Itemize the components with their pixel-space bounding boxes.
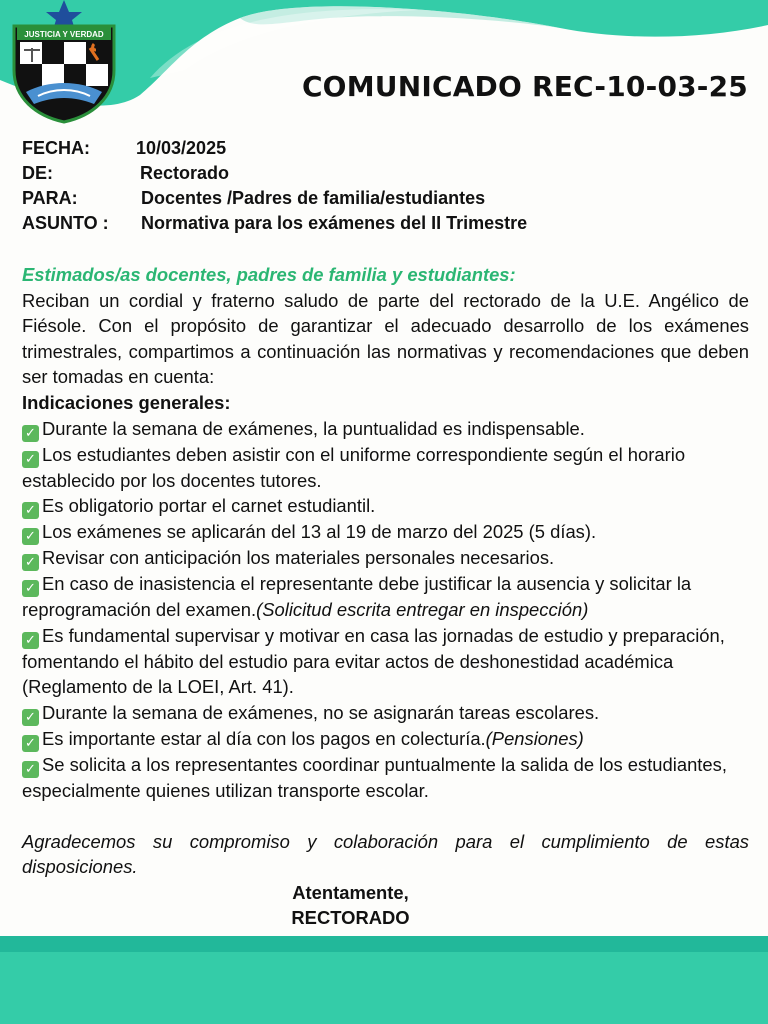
list-item: ✓ Revisar con anticipación los materiales personales necesarios. [22,545,749,571]
de-label: DE: [22,163,53,183]
list-item: ✓ Durante la semana de exámenes, la puntualidad es indispensable. [22,416,749,442]
fecha-label: FECHA: [22,138,90,158]
signature-name: RECTORADO [291,907,410,929]
closing-paragraph: Agradecemos su compromiso y colaboración para el cumplimiento de estas disposiciones. [22,830,749,878]
asunto-label: ASUNTO : [22,213,109,233]
check-icon: ✓ [22,554,39,571]
greeting: Estimados/as docentes, padres de familia y estudiantes: [22,264,516,285]
spacer [22,804,749,829]
list-item: ✓ Se solicita a los representantes coordinar puntualmente la salida de los estudiantes, especialmente quienes utilizan transporte escolar. [22,753,727,801]
school-crest-logo [8,0,120,124]
de-row [22,161,230,186]
de-value: Rectorado [140,163,230,183]
check-icon: ✓ [22,451,39,468]
list-item: ✓ Es importante estar al día con los pagos en colecturía.(Pensiones) [22,726,749,752]
asunto-row [22,211,528,236]
check-icon: ✓ [22,735,39,752]
section-title: Indicaciones generales: [22,391,231,413]
signature-greeting: Atentamente, [292,881,409,903]
memo-body [22,262,749,931]
svg-text:JUSTICIA Y VERDAD: JUSTICIA Y VERDAD [24,30,104,39]
list-item: ✓ Es obligatorio portar el carnet estudiantil. [22,493,749,519]
para-value: Docentes /Padres de familia/estudiantes [141,188,486,208]
memo-header [22,136,528,236]
para-row [22,186,486,211]
list-item: ✓ Los exámenes se aplicarán del 13 al 19 de marzo del 2025 (5 días). [22,519,749,545]
document-title: COMUNICADO REC-10-03-25 [301,70,748,103]
check-icon: ✓ [22,632,39,649]
fecha-value: 10/03/2025 [136,138,227,158]
list-item: ✓ Los estudiantes deben asistir con el uniforme correspondiente según el horario establecido por los docentes tutores. [22,443,686,491]
intro-paragraph: Reciban un cordial y fraterno saludo de parte del rectorado de la U.E. Angélico de Fiésole. Con el propósito de garantizar el adecuado desarrollo de los exámenes trimestrales, compartimos a continuación las normativas y recomendaciones que deben ser tomadas en cuenta: [22,289,749,388]
check-icon: ✓ [22,425,39,442]
item-note: (Pensiones) [485,727,584,749]
footer-band-top [0,936,768,952]
check-icon: ✓ [22,528,39,545]
list-item: ✓ Es fundamental supervisar y motivar en casa las jornadas de estudio y preparación, fomentando el hábito del estudio para evitar actos de deshonestidad académica (Reglamento de la LOEI, Art. 41). [22,624,725,698]
fecha-row [22,136,227,161]
item-note: (Solicitud escrita entregar en inspección) [256,599,589,621]
asunto-value: Normativa para los exámenes del II Trimestre [141,213,528,233]
check-icon: ✓ [22,761,39,778]
list-item: ✓ Durante la semana de exámenes, no se asignarán tareas escolares. [22,700,749,726]
list-item: ✓ En caso de inasistencia el representante debe justificar la ausencia y solicitar la reprogramación del examen.(Solicitud escrita entregar en inspección) [22,573,692,621]
check-icon: ✓ [22,709,39,726]
check-icon: ✓ [22,580,39,597]
footer-band [0,952,768,1024]
check-icon: ✓ [22,502,39,519]
para-label: PARA: [22,188,78,208]
